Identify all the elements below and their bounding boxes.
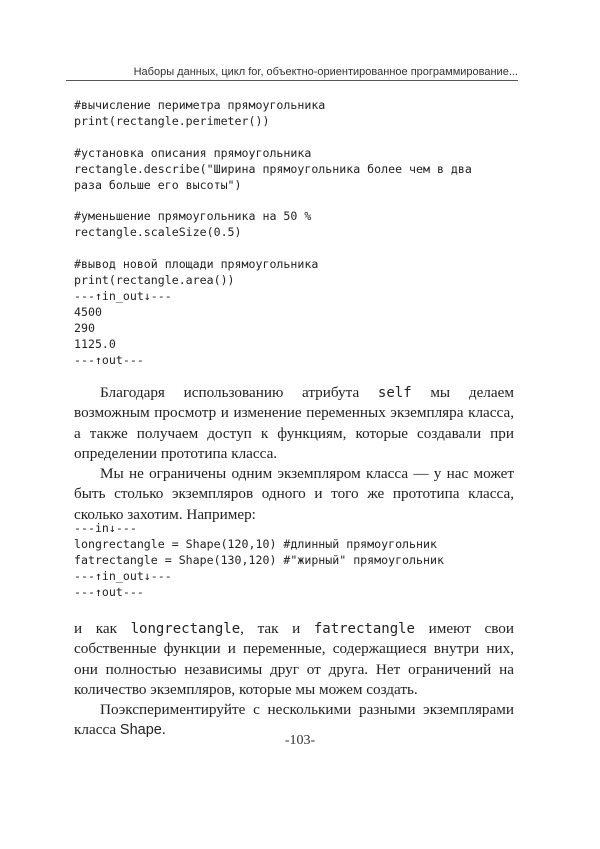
code-line: #установка описания прямоугольника bbox=[74, 145, 312, 160]
code-line: print(rectangle.area()) bbox=[74, 272, 235, 287]
code-line: print(rectangle.perimeter()) bbox=[74, 113, 270, 128]
prose-block-1 bbox=[74, 383, 514, 525]
code-line: ---in↓--- bbox=[74, 521, 137, 535]
code-line: ---↑out--- bbox=[74, 584, 144, 599]
code-line: longrectangle = Shape(120,10) #длинный прямоугольник bbox=[74, 536, 437, 551]
code-line: 290 bbox=[74, 320, 95, 335]
code-line: rectangle.describe("Ширина прямоугольника более чем в два bbox=[74, 161, 472, 176]
code-line: раза больше его высоты") bbox=[74, 177, 242, 192]
paragraph-instances: Мы не ограничены одним экземпляром класса — у нас может быть столько экземпляров одного и того же прототипа класса, сколько захотим. Например: bbox=[74, 465, 514, 523]
code-line: fatrectangle = Shape(130,120) #"жирный" прямоугольник bbox=[74, 552, 444, 567]
paragraph-experiment: Поэкспериментируйте с несколькими разными экземплярами класса Shape. bbox=[74, 701, 514, 739]
inline-code-shape: Shape bbox=[119, 722, 162, 739]
code-line: #вычисление периметра прямоугольника bbox=[74, 98, 326, 112]
page-number: -103- bbox=[284, 733, 316, 748]
code-line: 4500 bbox=[74, 304, 102, 319]
running-header: Наборы данных, цикл for, объектно-ориентированное программирование... bbox=[66, 66, 518, 81]
paragraph-independent-instances: и как longrectangle, так и fatrectangle имеют свои собственные функции и переменные, содержащиеся внутри них, они полностью независимы друг от друга. Нет ограничений на количество экземпляров, которые мы можем создать. bbox=[74, 620, 514, 698]
code-line: ---↑in_out↓--- bbox=[74, 568, 172, 583]
prose-block-2 bbox=[74, 619, 514, 741]
inline-code-longrectangle: longrectangle bbox=[130, 621, 241, 637]
inline-code-fatrectangle: fatrectangle bbox=[313, 621, 415, 637]
code-line: 1125.0 bbox=[74, 336, 116, 351]
code-line: ---↑out--- bbox=[74, 352, 144, 367]
code-line: #вывод новой площади прямоугольника bbox=[74, 257, 319, 272]
code-block-1 bbox=[74, 98, 472, 368]
code-line: #уменьшение прямоугольника на 50 % bbox=[74, 209, 312, 224]
code-line: ---↑in_out↓--- bbox=[74, 288, 172, 303]
inline-code-self: self bbox=[377, 385, 412, 401]
paragraph-self-attribute: Благодаря использованию атрибута self мы делаем возможным просмотр и изменение переменных экземпляра класса, а также получаем доступ к функциям, которые создавали при определении прототипа класса. bbox=[74, 384, 514, 462]
code-line: rectangle.scaleSize(0.5) bbox=[74, 225, 242, 240]
code-block-2 bbox=[74, 521, 444, 601]
